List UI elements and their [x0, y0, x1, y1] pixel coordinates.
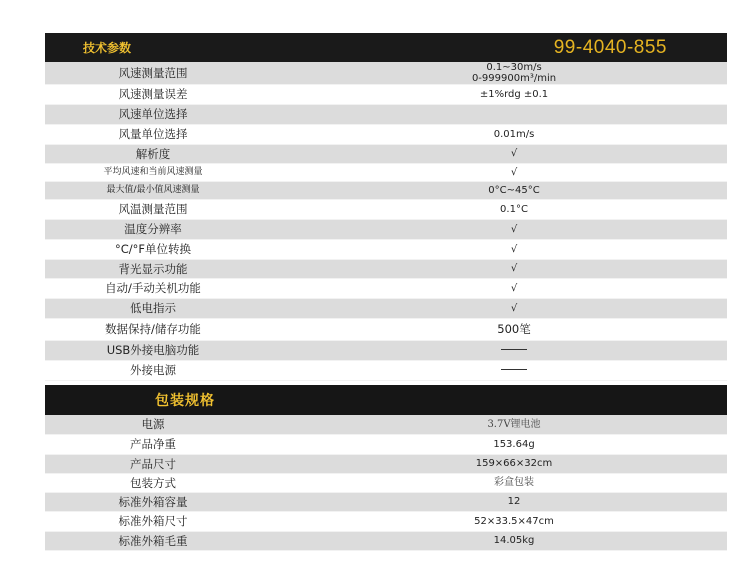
pack-row — [45, 455, 727, 474]
pack-label: 标准外箱毛重 — [118, 533, 188, 548]
spec-label: 平均风速和当前风速测量 — [103, 166, 203, 177]
dash-value — [261, 345, 727, 356]
spec-label: 风速测量范围 — [118, 65, 188, 80]
spec-row — [45, 164, 727, 182]
check-mark: √ — [510, 223, 518, 235]
spec-value-line: 0-999900m³/min — [471, 73, 557, 84]
check-mark: √ — [510, 166, 518, 178]
model-number: 99-4040-855 — [553, 36, 667, 58]
pack-label: 标准外箱容量 — [118, 494, 188, 509]
pack-row — [45, 512, 727, 532]
pack-value: 52×33.5×47cm — [474, 515, 554, 527]
spec-row — [45, 341, 727, 361]
spec-row — [45, 220, 727, 240]
spec-value-line: 0.1~30m/s — [486, 61, 542, 73]
spec-value: 0.1°C — [500, 203, 528, 215]
spec-label: 数据保持/储存功能 — [105, 322, 201, 337]
spec-row — [45, 279, 727, 299]
spec-row — [45, 62, 727, 85]
check-mark: √ — [510, 148, 518, 160]
spec-label: 自动/手动关机功能 — [105, 281, 201, 296]
spec-row — [45, 85, 727, 105]
spec-label: 温度分辨率 — [124, 222, 182, 237]
spec-label: 解析度 — [135, 146, 171, 161]
spec-header — [45, 33, 727, 62]
packaging-title: 包装规格 — [155, 393, 215, 409]
spec-table — [45, 62, 727, 381]
spec-label: 风温测量范围 — [118, 202, 188, 217]
pack-label: 产品尺寸 — [130, 456, 176, 471]
check-mark: √ — [510, 263, 518, 275]
pack-value: 彩盒包装 — [494, 477, 534, 489]
spec-label: 最大值/最小值风速测量 — [106, 184, 200, 195]
pack-row — [45, 415, 727, 435]
pack-label: 标准外箱尺寸 — [118, 514, 188, 529]
spec-label: USB外接电脑功能 — [106, 343, 200, 358]
spec-value: 0.01m/s — [493, 128, 535, 140]
pack-value: 153.64g — [493, 438, 535, 450]
pack-label: 包装方式 — [130, 475, 176, 490]
pack-row — [45, 532, 727, 551]
spec-row — [45, 299, 727, 319]
pack-row — [45, 474, 727, 493]
spec-row — [45, 240, 727, 260]
dash-value — [261, 365, 727, 376]
pack-value: 14.05kg — [493, 535, 535, 547]
pack-row — [45, 435, 727, 455]
spec-title: 技术参数 — [83, 41, 132, 55]
pack-label: 电源 — [141, 417, 165, 432]
spec-row — [45, 260, 727, 279]
spec-label: 风量单位选择 — [118, 127, 188, 142]
spec-row — [45, 105, 727, 125]
check-mark: √ — [510, 282, 518, 294]
check-mark: √ — [510, 302, 518, 314]
spec-value: 500笔 — [497, 322, 531, 337]
spec-row — [45, 145, 727, 164]
spec-value — [261, 62, 727, 84]
dash-line — [501, 349, 527, 350]
pack-label: 产品净重 — [130, 437, 176, 452]
check-mark: √ — [510, 243, 518, 255]
pack-value: 3.7V锂电池 — [487, 418, 541, 430]
packaging-header — [45, 385, 727, 415]
spec-label: 背光显示功能 — [118, 261, 188, 276]
spec-row — [45, 361, 727, 381]
spec-label: °C/°F单位转换 — [114, 242, 192, 257]
spec-row — [45, 182, 727, 200]
spec-value: ±1%rdg ±0.1 — [479, 88, 549, 100]
spec-value: 0°C~45°C — [488, 184, 540, 196]
spec-row — [45, 319, 727, 341]
spec-row — [45, 200, 727, 220]
spec-label: 风速测量误差 — [118, 87, 188, 102]
pack-value: 12 — [507, 496, 521, 508]
spec-label: 风速单位选择 — [118, 107, 188, 122]
spec-row — [45, 125, 727, 145]
spec-label: 低电指示 — [130, 301, 176, 316]
packaging-table — [45, 415, 727, 551]
pack-value: 159×66×32cm — [475, 458, 553, 470]
pack-row — [45, 493, 727, 512]
spec-label: 外接电源 — [130, 363, 176, 378]
dash-line — [501, 369, 527, 370]
